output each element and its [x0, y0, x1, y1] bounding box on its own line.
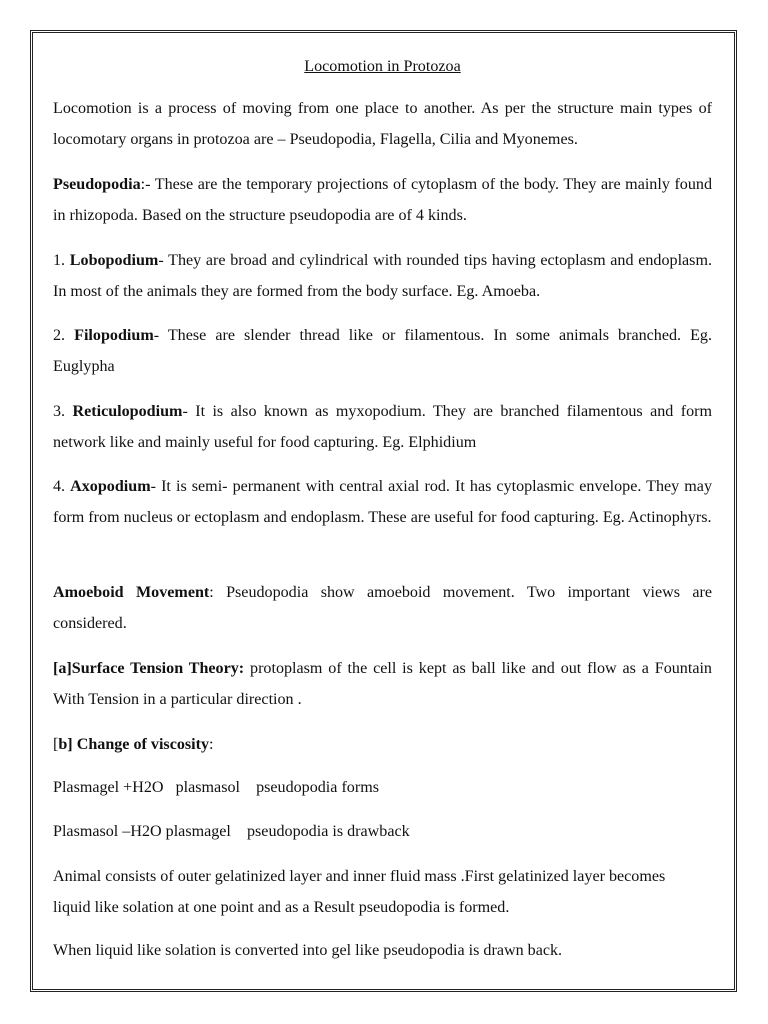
pseudopodia-term: Pseudopodia: [53, 176, 141, 193]
page-title: Locomotion in Protozoa: [304, 58, 461, 75]
list-number: 4.: [53, 478, 71, 495]
list-number: 2.: [53, 327, 75, 344]
reticulopodium-paragraph: [53, 396, 712, 458]
lobopodium-paragraph: [53, 245, 712, 307]
solation-paragraph: When liquid like solation is converted into gel like pseudopodia is drawn back.: [53, 942, 563, 959]
filopodium-text: - These are slender thread like or filamentous. In some animals branched. Eg. Euglypha: [53, 327, 712, 375]
viscosity-colon: :: [209, 736, 214, 753]
amoeboid-term: Amoeboid Movement: [53, 584, 210, 601]
surface-tension-term: [a]Surface Tension Theory:: [53, 660, 245, 677]
lobopodium-term: Lobopodium: [69, 252, 159, 269]
viscosity-term: b] Change of viscosity: [58, 736, 210, 753]
axopodium-term: Axopodium: [70, 478, 151, 495]
amoeboid-paragraph: [53, 577, 712, 639]
surface-tension-text: protoplasm of the cell is kept as ball like and out flow as a Fountain With Tension in a particular direction .: [53, 660, 712, 708]
axopodium-paragraph: [53, 471, 712, 533]
pseudopodia-text: :- These are the temporary projections of cytoplasm of the body. They are mainly found in rhizopoda. Based on the structure pseudopodia are of 4 kinds.: [53, 176, 712, 224]
filopodium-term: Filopodium: [74, 327, 154, 344]
pseudopodia-paragraph: [53, 169, 712, 231]
amoeboid-text: : Pseudopodia show amoeboid movement. Two important views are considered.: [53, 584, 713, 632]
lobopodium-text: - They are broad and cylindrical with rounded tips having ectoplasm and endoplasm. In most of the animals they are formed from the body surface. Eg. Amoeba.: [53, 252, 712, 300]
filopodium-paragraph: [53, 320, 712, 382]
list-number: 1.: [53, 252, 70, 269]
surface-tension-paragraph: [53, 653, 712, 715]
equation-gel-to-sol: Plasmagel +H2O plasmasol pseudopodia forms: [53, 779, 379, 796]
axopodium-text: - It is semi- permanent with central axial rod. It has cytoplasmic envelope. They may form from nucleus or ectoplasm and endoplasm. These are useful for food capturing. Eg. Actinophyrs.: [53, 478, 712, 526]
gelatinized-paragraph: Animal consists of outer gelatinized layer and inner fluid mass .First gelatinized layer becomes liquid like solation at one point and as a Result pseudopodia is formed.: [53, 868, 666, 916]
viscosity-heading: [53, 729, 712, 760]
viscosity-bracket: [: [53, 736, 59, 753]
reticulopodium-text: - It is also known as myxopodium. They are branched filamentous and form network like and mainly useful for food capturing. Eg. Elphidium: [53, 403, 713, 451]
intro-paragraph: Locomotion is a process of moving from one place to another. As per the structure main types of locomotary organs in protozoa are – Pseudopodia, Flagella, Cilia and Myonemes.: [53, 100, 712, 148]
list-number: 3.: [53, 403, 73, 420]
reticulopodium-term: Reticulopodium: [72, 403, 183, 420]
equation-sol-to-gel: Plasmasol –H2O plasmagel pseudopodia is drawback: [53, 823, 410, 840]
